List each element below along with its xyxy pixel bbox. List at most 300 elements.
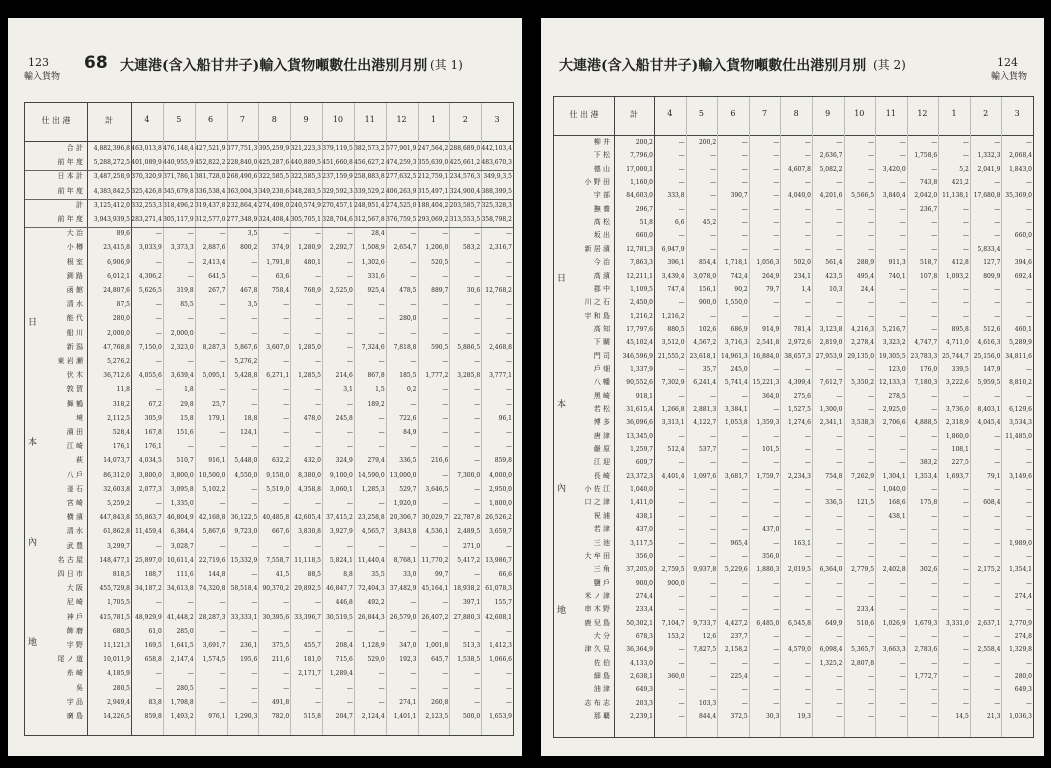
cell-value: — [962, 299, 969, 307]
cell-value: — [410, 400, 417, 408]
cell-value: — [899, 552, 906, 560]
cell-value: — [678, 606, 685, 614]
cell-value: 5,350,2 [851, 379, 875, 387]
cell-value: 895,8 [951, 325, 969, 333]
cell-value: — [962, 285, 969, 293]
cell-value: — [187, 358, 194, 365]
cell-value: 288,689,0 [449, 145, 481, 152]
table-row [554, 351, 1033, 362]
cell-value: — [1025, 219, 1032, 227]
cell-value: 346,596,9 [622, 352, 653, 360]
cell-value: 14,590,0 [357, 471, 385, 479]
cell-value: 4,579,0 [788, 646, 811, 654]
cell-value: 1,266,8 [661, 406, 685, 413]
cell-value: 11,459,4 [135, 528, 162, 536]
cell-value: 324,900,4 [449, 187, 481, 195]
cell-value: — [1025, 526, 1032, 534]
cell-value: — [283, 500, 290, 507]
port-name: 祝 浦 [593, 511, 610, 520]
cell-value: 245,0 [730, 365, 748, 373]
cell-value: 2,239,1 [630, 713, 653, 721]
cell-value: — [899, 299, 906, 307]
right-table [553, 96, 1034, 738]
cell-value: 925,4 [367, 287, 385, 294]
cell-value: 185,5 [399, 372, 417, 380]
cell-value: — [836, 139, 843, 146]
right-page [541, 18, 1044, 756]
cell-value: 1,160,0 [630, 179, 653, 187]
cell-value: — [219, 500, 226, 507]
cell-value: — [442, 301, 449, 309]
table-row [554, 551, 1033, 562]
cell-value: — [251, 485, 258, 493]
cell-value: — [283, 429, 290, 436]
cell-value: — [678, 686, 685, 694]
column-header: 11 [364, 115, 375, 124]
cell-value: 3,5 [247, 230, 258, 238]
column-header: 3 [1014, 109, 1020, 118]
cell-value: — [962, 539, 969, 547]
cell-value: 1,300,0 [819, 406, 843, 413]
cell-value: — [505, 329, 512, 337]
cell-value: 1,679,3 [914, 619, 938, 627]
port-name: 高 松 [593, 218, 610, 227]
cell-value: 14,073,7 [103, 457, 130, 465]
port-name: 萩 [76, 456, 83, 465]
cell-value: — [378, 329, 385, 337]
cell-value: 2,489,5 [457, 528, 481, 536]
cell-value: — [251, 315, 258, 323]
cell-value: 237,159,9 [322, 173, 353, 181]
cell-value: — [474, 627, 481, 635]
table-row [25, 612, 513, 623]
cell-value: 4,040,0 [788, 192, 811, 200]
cell-value: 478,5 [399, 287, 417, 294]
cell-value: 11,121,3 [103, 642, 130, 649]
cell-value: 844,4 [698, 713, 717, 721]
cell-value: — [219, 542, 226, 550]
cell-value: — [219, 329, 226, 337]
cell-value: — [1025, 499, 1032, 507]
cell-value: 2,887,6 [202, 244, 226, 252]
cell-value: 10,500,0 [198, 471, 226, 479]
cell-value: — [251, 400, 258, 408]
cell-value: 232,864,4 [226, 201, 258, 209]
cell-value: 13,345,0 [626, 432, 653, 440]
cell-value: 15,8 [180, 414, 194, 422]
cell-value: 5,959,5 [977, 379, 1001, 387]
port-name: 佐 伯 [593, 658, 610, 667]
cell-value: — [1025, 299, 1032, 307]
cell-value: 632,2 [271, 457, 290, 465]
table-row [25, 470, 513, 481]
cell-value: — [346, 542, 353, 550]
cell-value: — [346, 400, 353, 408]
cell-value: — [1025, 312, 1032, 320]
cell-value: — [741, 152, 748, 160]
cell-value: 12,211,1 [626, 272, 653, 280]
side-label: 日 [557, 274, 567, 284]
cell-value: 2,123,5 [425, 713, 449, 720]
cell-value: 1,843,0 [1009, 165, 1032, 173]
cell-value: 89,6 [116, 230, 130, 238]
cell-value: 35,369,0 [1005, 192, 1032, 200]
cell-value: 42,168,8 [198, 514, 226, 522]
cell-value: 743,8 [920, 179, 938, 187]
cell-value: — [710, 392, 717, 400]
cell-value: 3,646,5 [425, 485, 449, 493]
cell-value: 3,299,7 [107, 542, 130, 550]
cell-value: 1,353,4 [914, 472, 938, 480]
cell-value: — [741, 606, 748, 614]
cell-value: — [994, 686, 1001, 694]
cell-value: 32,603,8 [103, 485, 130, 493]
cell-value: 515,8 [303, 713, 321, 720]
cell-value: — [994, 606, 1001, 614]
cell-value: 370,320,9 [131, 173, 162, 181]
cell-value: 715,6 [335, 656, 353, 664]
cell-value: 460,1 [1014, 325, 1032, 333]
cell-value: 5,216,7 [882, 325, 906, 333]
cell-value: 3,943,939,5 [93, 216, 130, 223]
cell-value: 42,605,4 [294, 514, 321, 522]
cell-value: 510,6 [856, 619, 875, 627]
cell-value: — [836, 512, 843, 520]
cell-value: — [899, 205, 906, 213]
cell-value: — [773, 486, 780, 494]
port-name: 宇 部 [593, 191, 610, 200]
cell-value: 722,6 [399, 414, 417, 422]
cell-value: 383,2 [920, 459, 938, 467]
cell-value: — [868, 526, 875, 534]
port-name: 清 水 [66, 300, 83, 309]
cell-value: 305,705,1 [290, 216, 321, 223]
cell-value: 61,078,3 [485, 585, 512, 593]
cell-value: — [868, 205, 875, 213]
cell-value: — [283, 670, 290, 678]
cell-value: 4,383,842,5 [93, 187, 130, 195]
cell-value: 3,439,4 [661, 272, 685, 280]
cell-value: 500,0 [462, 713, 481, 720]
cell-value: — [773, 699, 780, 707]
cell-value: 90,2 [734, 285, 748, 293]
cell-value: 8,380,0 [298, 471, 321, 479]
cell-value: 1,332,3 [977, 152, 1001, 160]
cell-value: — [678, 392, 685, 400]
cell-value: 277,348,9 [226, 216, 258, 223]
port-name: 鹿 兒 島 [584, 618, 610, 627]
cell-value: — [741, 312, 748, 320]
port-name: 釧 路 [66, 271, 83, 280]
cell-value: — [410, 358, 417, 365]
cell-value: — [710, 312, 717, 320]
cell-value: 79,7 [765, 285, 780, 293]
cell-value: 108,1 [951, 446, 969, 454]
cell-value: — [314, 329, 321, 337]
port-name: 三 池 [593, 538, 610, 547]
cell-value: — [219, 443, 226, 451]
cell-value: 322,585,3 [290, 173, 321, 181]
column-header: 7 [761, 109, 768, 118]
cell-value: 13,986,7 [485, 556, 512, 564]
cell-value: — [1025, 139, 1032, 146]
table-row [25, 171, 513, 182]
cell-value: 1,128,9 [361, 642, 385, 649]
cell-value: — [899, 446, 906, 454]
cell-value: 84,9 [403, 429, 417, 436]
cell-value: — [868, 459, 875, 467]
column-header: 5 [698, 109, 704, 118]
cell-value: 4,882,396,8 [93, 145, 130, 152]
cell-value: 965,4 [730, 539, 748, 547]
cell-value: 2,171,7 [298, 670, 321, 678]
cell-value: — [1025, 285, 1032, 293]
cell-value: 495,4 [856, 272, 875, 280]
cell-value: — [474, 684, 481, 692]
cell-value: 18,938,2 [453, 585, 481, 593]
cell-value: 859,8 [144, 713, 162, 720]
cell-value: 83,8 [148, 698, 162, 706]
cell-value: 11,485,0 [1005, 432, 1032, 440]
cell-value: 2,413,4 [202, 258, 226, 266]
cell-value: 3,117,5 [630, 539, 653, 547]
cell-value: 747,4 [667, 285, 685, 293]
cell-value: 30,395,6 [262, 613, 290, 621]
cell-value: — [899, 232, 906, 240]
cell-value: 313,553,5 [449, 216, 481, 223]
cell-value: 2,316,7 [489, 244, 512, 252]
cell-value: 529,7 [399, 485, 417, 493]
cell-value: 61,0 [148, 627, 162, 635]
cell-value: — [505, 542, 512, 550]
cell-value: 212,759,1 [417, 173, 449, 181]
cell-value: — [994, 579, 1001, 587]
port-name: 長 崎 [593, 471, 610, 480]
cell-value: 103,3 [698, 699, 717, 707]
port-name: 根 室 [66, 257, 83, 266]
cell-value: — [442, 500, 449, 507]
cell-value: 5,886,5 [457, 343, 481, 351]
table-row [554, 257, 1033, 268]
cell-value: — [931, 713, 938, 721]
cell-value: 48,929,9 [135, 613, 162, 621]
cell-value: 474,259,3 [385, 159, 417, 167]
cell-value: 356,0 [635, 552, 653, 560]
cell-value: 649,9 [825, 619, 843, 627]
cell-value: 147,9 [983, 365, 1001, 373]
cell-value: 8,287,3 [202, 343, 226, 351]
cell-value: 280,0 [112, 315, 130, 323]
cell-value: 2,112,5 [107, 414, 130, 422]
cell-value: — [804, 592, 811, 600]
cell-value: 312,567,8 [354, 216, 385, 223]
cell-value: 15,221,3 [752, 379, 780, 387]
cell-value: — [314, 230, 321, 238]
cell-value: 26,579,0 [389, 613, 417, 621]
table-row [25, 413, 513, 424]
cell-value: — [741, 499, 748, 507]
cell-value: 388,399,5 [481, 187, 512, 195]
cell-value: 425,287,6 [258, 159, 290, 167]
cell-value: 518,7 [920, 259, 938, 267]
cell-value: 5,259,2 [107, 500, 130, 507]
cell-value: — [804, 459, 811, 467]
cell-value: 319,8 [176, 287, 194, 294]
cell-value: 305,9 [144, 414, 162, 422]
table-row [554, 578, 1033, 589]
cell-value: 333,8 [667, 192, 685, 200]
cell-value: — [804, 179, 811, 187]
cell-value: 3,5 [247, 301, 258, 309]
table-row [554, 671, 1033, 682]
cell-value: 30,3 [765, 713, 780, 721]
cell-value: — [283, 627, 290, 635]
cell-value: 23,618,1 [689, 352, 717, 360]
cell-value: 918,1 [635, 392, 653, 400]
table-row [554, 457, 1033, 468]
table-row [25, 626, 513, 637]
cell-value: 686,9 [730, 325, 748, 333]
cell-value: — [155, 329, 162, 337]
cell-value: — [283, 386, 290, 394]
cell-value: 188,7 [144, 571, 162, 578]
port-name: 串 木 野 [584, 605, 610, 614]
cell-value: 46,847,7 [326, 585, 353, 593]
cell-value: 2,706,6 [882, 419, 906, 427]
cell-value: 451,660,8 [322, 159, 353, 167]
cell-value: 976,1 [208, 713, 226, 720]
port-name: 船 川 [66, 328, 83, 337]
port-name: 前 年 度 [57, 215, 83, 223]
column-header: 11 [885, 109, 896, 118]
cell-value: — [899, 579, 906, 587]
cell-value: — [773, 152, 780, 160]
cell-value: — [474, 698, 481, 706]
cell-value: 36,122,5 [230, 514, 258, 522]
cell-value: — [931, 486, 938, 494]
cell-value: 1,354,1 [1009, 566, 1032, 574]
cell-value: 189,2 [367, 400, 385, 408]
cell-value: — [804, 299, 811, 307]
cell-value: 9,150,0 [266, 471, 290, 479]
cell-value: 1,329,8 [1009, 646, 1032, 654]
cell-value: 914,9 [762, 325, 780, 333]
cell-value: — [868, 446, 875, 454]
cell-value: 6,384,4 [170, 528, 194, 536]
cell-value: — [678, 459, 685, 467]
cell-value: 339,5 [951, 365, 969, 373]
table-row [25, 299, 513, 310]
cell-value: 324,408,4 [258, 216, 290, 223]
cell-value: — [868, 165, 875, 173]
cell-value: — [931, 526, 938, 534]
table-row [554, 484, 1033, 495]
table-row [25, 441, 513, 452]
cell-value: — [868, 686, 875, 694]
cell-value: 5,288,272,5 [93, 159, 130, 167]
cell-value: 50,302,1 [626, 619, 653, 627]
cell-value: — [899, 179, 906, 187]
column-header: 3 [494, 115, 500, 124]
table-row [554, 311, 1033, 322]
cell-value: 45,2 [702, 219, 717, 227]
cell-value: — [346, 230, 353, 238]
cell-value: — [994, 139, 1001, 146]
port-name: 下 關 [593, 338, 610, 347]
cell-value: 2,881,3 [693, 406, 717, 413]
cell-value: 25,897,0 [135, 556, 162, 564]
cell-value: — [773, 432, 780, 440]
cell-value: — [378, 315, 385, 323]
cell-value: — [155, 301, 162, 309]
cell-value: — [931, 165, 938, 173]
cell-value: 692,4 [1014, 272, 1032, 280]
cell-value: — [836, 539, 843, 547]
port-name: 博 多 [593, 418, 610, 427]
cell-value: 22,787,8 [453, 514, 481, 522]
cell-value: — [741, 232, 748, 240]
cell-value: 312,577,0 [194, 216, 226, 223]
cell-value: — [314, 627, 321, 635]
cell-value: 4,711,0 [945, 339, 969, 347]
cell-value: — [378, 443, 385, 451]
cell-value: 283,271,4 [131, 216, 162, 223]
cell-value: — [710, 192, 717, 200]
cell-value: — [678, 432, 685, 440]
cell-value: 34,811,6 [1005, 352, 1032, 360]
column-header: 計 [105, 116, 113, 125]
cell-value: 4,616,3 [977, 339, 1001, 347]
cell-value: — [931, 592, 938, 600]
cell-value: — [931, 579, 938, 587]
cell-value: 8,8 [343, 571, 353, 578]
cell-value: — [741, 219, 748, 227]
cell-value: — [410, 542, 417, 550]
cell-value: 332,253,3 [131, 201, 162, 209]
cell-value: 3,800,0 [170, 471, 194, 479]
cell-value: 5,082,2 [819, 165, 843, 173]
cell-value: 1,093,2 [945, 272, 969, 280]
cell-value: 561,4 [825, 259, 843, 267]
left-table [24, 102, 514, 736]
cell-value: — [773, 192, 780, 200]
cell-value: — [868, 699, 875, 707]
cell-value: — [804, 686, 811, 694]
cell-value: — [710, 499, 717, 507]
cell-value: — [994, 699, 1001, 707]
cell-value: 3,639,4 [170, 372, 194, 380]
cell-value: 1,066,6 [489, 656, 512, 664]
cell-value: — [474, 315, 481, 323]
cell-value: 355,639,0 [417, 159, 449, 167]
cell-value: 2,783,6 [914, 646, 938, 654]
cell-value: — [346, 684, 353, 692]
cell-value: 268,490,6 [226, 173, 258, 181]
cell-value: — [219, 670, 226, 678]
cell-value: — [283, 230, 290, 238]
cell-value: — [219, 698, 226, 706]
cell-value: — [868, 139, 875, 146]
cell-value: — [314, 358, 321, 365]
cell-value: 809,9 [983, 272, 1001, 280]
cell-value: 1,772,7 [914, 673, 938, 680]
cell-value: 1,777,2 [425, 372, 449, 380]
table-row [554, 698, 1033, 709]
cell-value: 274,498,0 [258, 201, 290, 209]
table-row [554, 524, 1033, 535]
cell-value: 3,222,6 [945, 379, 969, 387]
cell-value: — [994, 312, 1001, 320]
